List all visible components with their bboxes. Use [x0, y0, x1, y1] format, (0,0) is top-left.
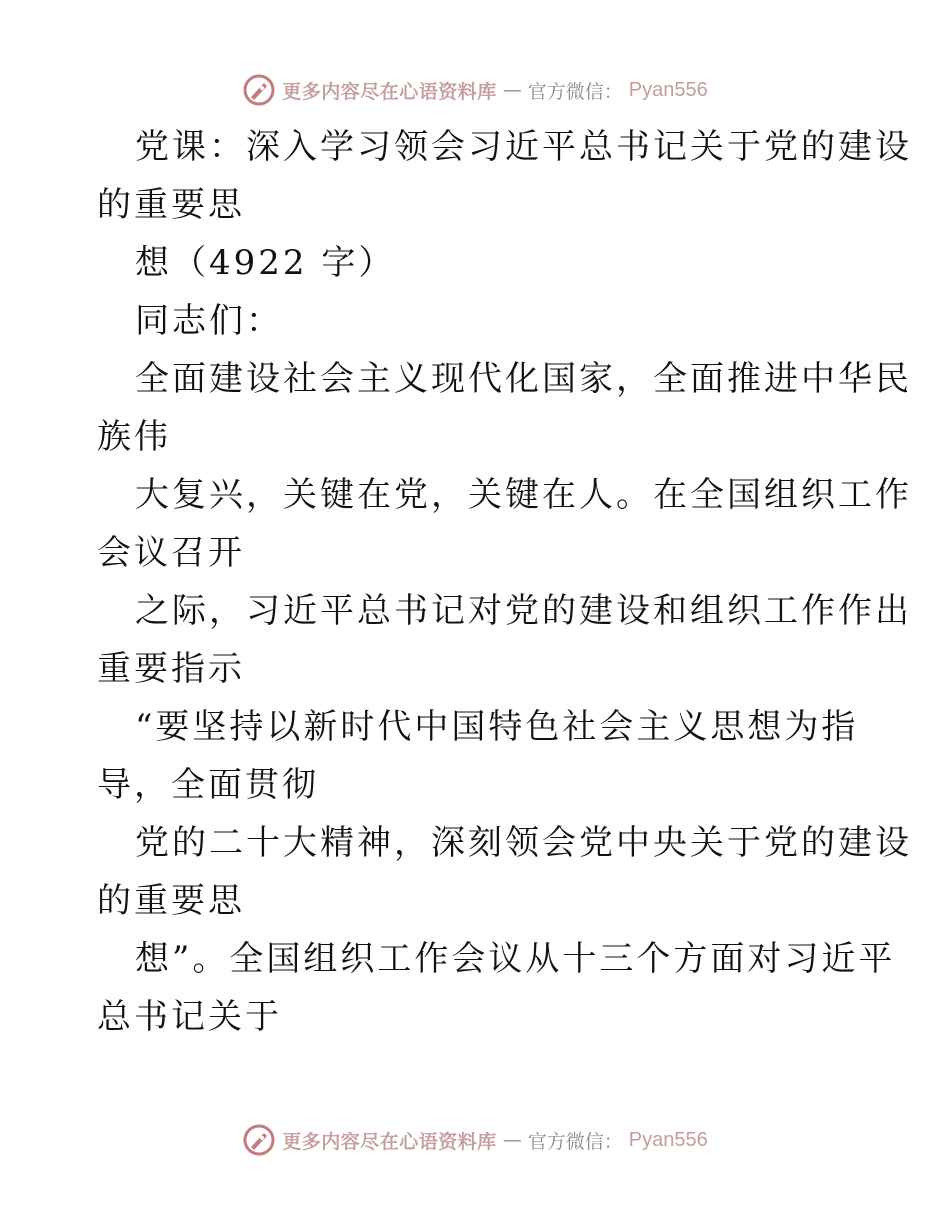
pen-nib-logo-icon [242, 73, 276, 107]
watermark-wechat-id: Pyan556 [628, 78, 708, 101]
watermark-main-text: 更多内容尽在心语资料库 [282, 1130, 497, 1153]
paragraph-line: “要坚持以新时代中国特色社会主义思想为指 [135, 707, 859, 747]
watermark-dash: — [502, 1129, 522, 1151]
watermark-dash: — [502, 79, 522, 101]
footer-watermark [0, 1122, 950, 1158]
paragraph-line: 重要指示 [97, 649, 245, 689]
paragraph-line: 族伟 [97, 417, 171, 457]
watermark-main-text: 更多内容尽在心语资料库 [282, 80, 497, 103]
salutation: 同志们： [135, 301, 283, 341]
paragraph-line: 党的二十大精神，深刻领会党中央关于党的建设 [135, 823, 912, 863]
paragraph-line: 导，全面贯彻 [97, 765, 319, 805]
paragraph-line: 全面建设社会主义现代化国家，全面推进中华民 [135, 359, 912, 399]
watermark-wechat-label: 官方微信： [527, 80, 623, 103]
paragraph-line: 总书记关于 [97, 997, 282, 1037]
watermark-wechat-label: 官方微信： [527, 1130, 623, 1153]
paragraph-line: 之际，习近平总书记对党的建设和组织工作作出 [135, 591, 912, 631]
watermark-wechat-id: Pyan556 [628, 1128, 708, 1151]
title-line-2: 的重要思 [97, 185, 245, 225]
paragraph-line: 大复兴，关键在党，关键在人。在全国组织工作 [135, 475, 912, 515]
paragraph-line: 会议召开 [97, 533, 245, 573]
title-line-1: 党课：深入学习领会习近平总书记关于党的建设 [135, 127, 912, 167]
pen-nib-logo-icon [242, 1123, 276, 1157]
paragraph-line: 的重要思 [97, 881, 245, 921]
title-line-3: 想（4922 字） [135, 243, 396, 283]
paragraph-line: 想”。全国组织工作会议从十三个方面对习近平 [135, 939, 896, 979]
document-body [97, 118, 912, 1046]
header-watermark [0, 72, 950, 108]
